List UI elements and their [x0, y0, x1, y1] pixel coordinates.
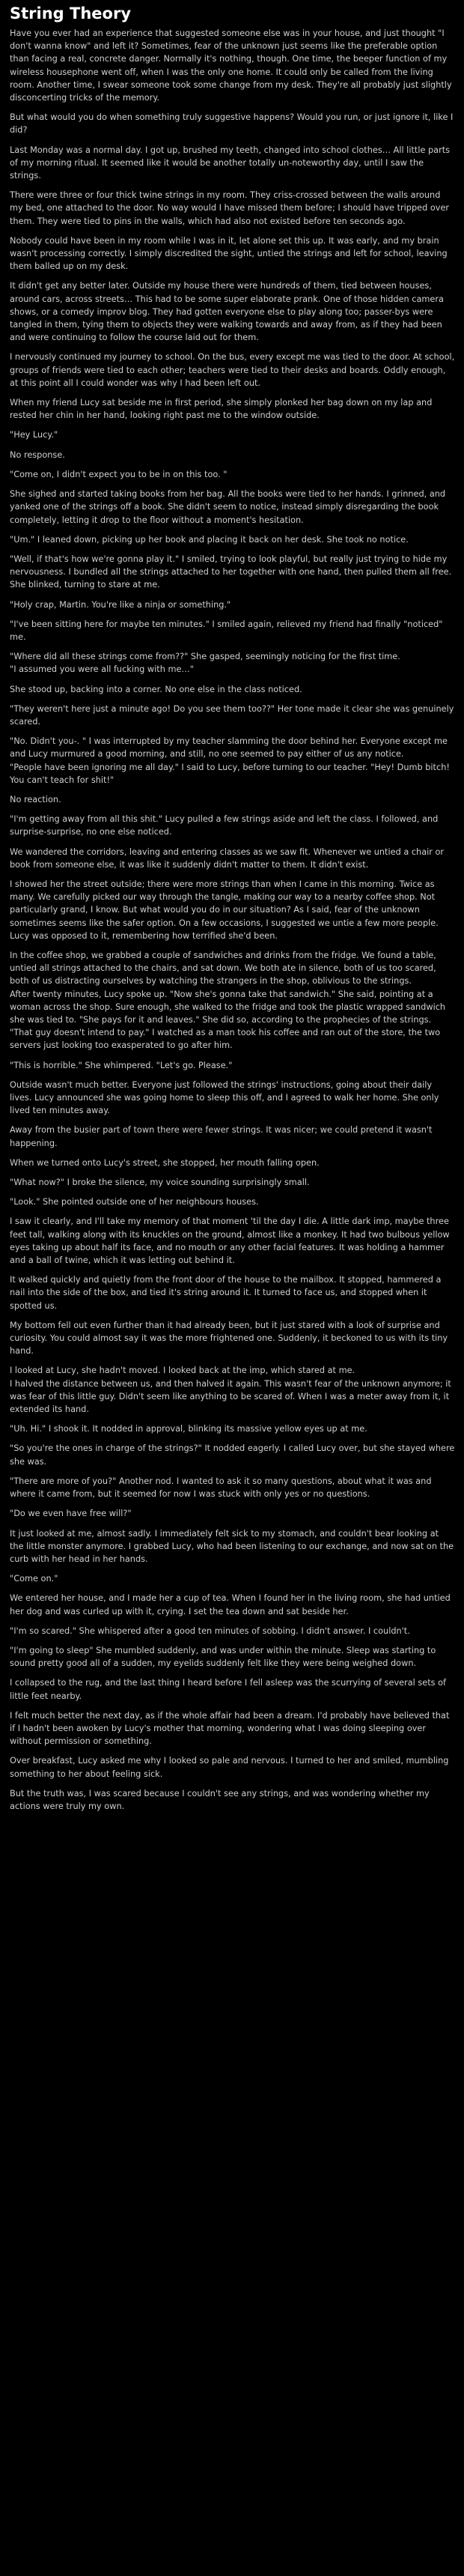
story-paragraph: "So you're the ones in charge of the strings?" It nodded eagerly. I called Lucy over, but she stayed where she was.	[10, 1443, 455, 1467]
story-paragraph: When my friend Lucy sat beside me in first period, she simply plonked her bag down on my lap and rested her chin in her hand, looking right past me to the window outside.	[10, 398, 433, 421]
story-paragraph: Last Monday was a normal day. I got up, brushed my teeth, changed into school clothes… All little parts of my morning ritual. It seemed like it would be another totally un-noteworthy day, until I saw the strings.	[10, 145, 451, 181]
story-paragraph: "Look." She pointed outside one of her neighbours houses.	[10, 1197, 259, 1207]
story-paragraph: "What now?" I broke the silence, my voice sounding surprisingly small.	[10, 1178, 310, 1188]
story-paragraph: But the truth was, I was scared because I couldn't see any strings, and was wondering whether my actions were truly my own.	[10, 1788, 430, 1811]
story-body	[10, 27, 455, 1813]
story-paragraph: We entered her house, and I made her a cup of tea. When I found her in the living room, she had untied her dog and was curled up with it, crying. I set the tea down and sat beside her.	[10, 1593, 451, 1616]
story-paragraph: "There are more of you?" Another nod. I wanted to ask it so many questions, about what it was and where it came from, but it seemed for now I was stuck with only yes or no questions.	[10, 1476, 432, 1500]
story-paragraph: But what would you do when something truly suggestive happens? Would you run, or just ignore it, like I did?	[10, 112, 454, 136]
story-paragraph: She sighed and started taking books from her bag. All the books were tied to her hands. I grinned, and yanked one of the strings off a book. She didn't seem to notice, instead simply disregarding the book completely, letting it drop to the floor without a moment's hesitation.	[10, 489, 446, 525]
story-paragraph: Over breakfast, Lucy asked me why I looked so pale and nervous. I turned to her and smiled, mumbling something to her about feeling sick.	[10, 1756, 449, 1779]
story-paragraph: She stood up, backing into a corner. No one else in the class noticed.	[10, 684, 302, 694]
story-paragraph: No reaction.	[10, 794, 61, 804]
story-paragraph: I showed her the street outside; there were more strings than when I came in this morning. Twice as many. We carefully picked our way through the tangle, making our way to a nearby coffee shop. Not particularly grand, I know. But what would you do in our situation? As I said, fear of the unknown sometimes seems like the safer option. On a few occasions, I suggested we untie a few more people. Lucy was opposed to it, remembering how terrified she'd been.	[10, 879, 439, 941]
story-paragraph: I felt much better the next day, as if the whole affair had been a dream. I'd probably have believed that if I hadn't been awoken by Lucy's mother that morning, wondering what I was doing sleeping over without permission or something.	[10, 1710, 450, 1747]
story-paragraph: "Um." I leaned down, picking up her book and placing it back on her desk. She took no notice.	[10, 534, 409, 545]
story-title: String Theory	[10, 4, 132, 22]
story-paragraph: "Holy crap, Martin. You're like a ninja or something."	[10, 599, 231, 610]
story-paragraph: "Well, if that's how we're gonna play it." I smiled, trying to look playful, but really just trying to hide my nervousness. I bundled all the strings attached to her together with one hand, then pulled them all free. She blinked, turning to stare at me.	[10, 554, 452, 590]
story-paragraph: "Hey Lucy."	[10, 430, 58, 440]
story-paragraph: "I've been sitting here for maybe ten minutes." I smiled again, relieved my friend had finally "noticed" me.	[10, 619, 443, 642]
story-paragraph: I nervously continued my journey to school. On the bus, every except me was tied to the door. At school, groups of friends were tied to each other; teachers were tied to their desks and boards. Oddly enough, at this point all I could wonder was why I had been left out.	[10, 352, 455, 388]
story-paragraph: "I'm so scared." She whispered after a good ten minutes of sobbing. I didn't answer. I couldn't.	[10, 1625, 410, 1636]
story-paragraph: "I'm getting away from all this shit." Lucy pulled a few strings aside and left the class. I followed, and surprise-surprise, no one else noticed.	[10, 814, 439, 837]
story-paragraph: Have you ever had an experience that suggested someone else was in your house, and just thought "I don't wanna know" and left it? Sometimes, fear of the unknown just seems like the preferable option than facing a real, concrete danger. Normally it's nothing, though. One time, the beeper function of my wireless housephone went off, when I was the only one home. It could only be called from the living room. Another time, I swear someone took some change from my desk. They're all probably just slightly disconcerting tricks of the memory.	[10, 28, 452, 103]
story-paragraph: My bottom fell out even further than it had already been, but it just stared with a look of surprise and curiosity. You could almost say it was the more frightened one. Suddenly, it beckoned to us with its tiny hand.	[10, 1320, 448, 1357]
story-paragraph: "They weren't here just a minute ago! Do you see them too??" Her tone made it clear she was genuinely scared.	[10, 703, 454, 727]
story-paragraph: "I'm going to sleep" She mumbled suddenly, and was under within the minute. Sleep was starting to sound pretty good all of a sudden, my eyelids suddenly felt like they were being weighed down.	[10, 1645, 436, 1669]
story-paragraph: I saw it clearly, and I'll take my memory of that moment 'til the day I die. A little dark imp, maybe three feet tall, walking along with its knuckles on the ground, almost like a monkey. It had two bulbous yellow eyes taking up about half its face, and no mouth or any other facial features. It was holding a hammer and a ball of twine, which it was letting out behind it.	[10, 1216, 450, 1266]
story-paragraph: No response.	[10, 449, 65, 460]
story-paragraph: I collapsed to the rug, and the last thing I heard before I fell asleep was the scurrying of several sets of little feet nearby.	[10, 1678, 447, 1701]
story-paragraph: "This is horrible." She whimpered. "Let's go. Please."	[10, 1060, 233, 1070]
story-paragraph: Outside wasn't much better. Everyone just followed the strings' instructions, going about their daily lives. Lucy announced she was going home to sleep this off, and I agreed to walk her home. She only lived ten minutes away.	[10, 1079, 439, 1116]
story-paragraph: In the coffee shop, we grabbed a couple of sandwiches and drinks from the fridge. We found a table, untied all strings attached to the chairs, and sat down. We both ate in silence, both of us too scared, both of us distracting ourselves by watching the strangers in the shop, oblivious to the strings. After twenty minutes, Lucy spoke up. "Now she's gonna take that sandwich." She said, pointing at a woman across the shop. Sure enough, she walked to the fridge and took the plastic wrapped sandwich she was tied to. "She pays for it and leaves." She did so, according to the prophecies of the strings. "That guy doesn't intend to pay." I watched as a man took his coffee and ran out of the store, the two servers just looking too exasperated to go after him.	[10, 950, 446, 1051]
story-paragraph: When we turned onto Lucy's street, she stopped, her mouth falling open.	[10, 1157, 320, 1168]
story-paragraph: It walked quickly and quietly from the front door of the house to the mailbox. It stopped, hammered a nail into the side of the box, and tied it's string around it. It turned to face us, and stopped when it spotted us.	[10, 1275, 442, 1311]
story-paragraph: It didn't get any better later. Outside my house there were hundreds of them, tied between houses, around cars, across streets… This had to be some super elaborate prank. One of those hidden camera shows, or a comedy improv blog. They had gotten everyone else to play along too; passer-bys were tangled in them, tying them to objects they were walking towards and away from, as if they had been and were continuing to follow the course laid out for them.	[10, 281, 444, 343]
story-paragraph: Nobody could have been in my room while I was in it, let alone set this up. It was early, and my brain wasn't processing correctly. I simply discredited the sight, untied the strings and left for school, leaving them balled up on my desk.	[10, 235, 448, 272]
story-paragraph: There were three or four thick twine strings in my room. They criss-crossed between the walls around my bed, one attached to the door. No way would I have missed them before; I should have tripped over them. They were tied to pins in the walls, which had also not existed before ten seconds ago.	[10, 190, 450, 226]
story-paragraph: We wandered the corridors, leaving and entering classes as we saw fit. Whenever we untied a chair or book from someone else, it was like it suddenly didn't matter to them. It didn't exist.	[10, 846, 445, 870]
story-paragraph: "No. Didn't you-. " I was interrupted by my teacher slamming the door behind her. Everyone except me and Lucy murmured a good morning, and still, no one seemed to pay either of us any notice. "People have been ignoring me all day." I said to Lucy, before turning to our teacher. "Hey! Dumb bitch! You can't teach for shit!"	[10, 736, 450, 785]
story-paragraph: Away from the busier part of town there were fewer strings. It was nicer; we could pretend it wasn't happening.	[10, 1125, 433, 1148]
story-paragraph: "Uh. Hi." I shook it. It nodded in approval, blinking its massive yellow eyes up at me.	[10, 1424, 367, 1434]
story-paragraph: I looked at Lucy, she hadn't moved. I looked back at the imp, which stared at me. I halved the distance between us, and then halved it again. This wasn't fear of the unknown anymore; it was fear of this little guy. Didn't seem like anything to be scared of. When I was a meter away from it, it extended its hand.	[10, 1366, 451, 1415]
story-paragraph: "Come on."	[10, 1574, 58, 1584]
story-paragraph: It just looked at me, almost sadly. I immediately felt sick to my stomach, and couldn't bear looking at the little monster anymore. I grabbed Lucy, who had been listening to our exchange, and now sat on the curb with her head in her hands.	[10, 1528, 454, 1564]
story-paragraph: "Where did all these strings come from??" She gasped, seemingly noticing for the first time. "I assumed you were all fucking with me…"	[10, 652, 400, 675]
story-paragraph: "Come on, I didn't expect you to be in on this too. "	[10, 469, 228, 479]
story-paragraph: "Do we even have free will?"	[10, 1509, 132, 1519]
